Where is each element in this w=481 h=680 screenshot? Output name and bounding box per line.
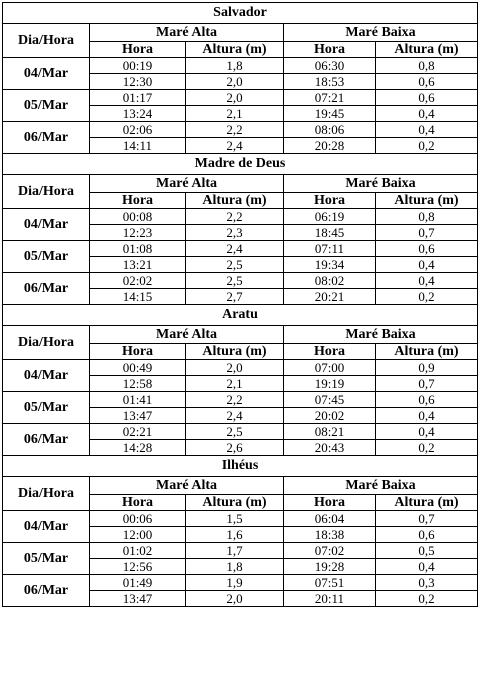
low-tide-time: 20:43: [284, 440, 376, 456]
low-tide-time: 07:02: [284, 543, 376, 559]
low-tide-height: 0,6: [376, 527, 478, 543]
low-tide-time: 07:00: [284, 360, 376, 376]
altura-header: Altura (m): [186, 495, 284, 511]
low-tide-height: 0,5: [376, 543, 478, 559]
low-tide-height: 0,4: [376, 257, 478, 273]
low-tide-time: 06:30: [284, 58, 376, 74]
day-label: 06/Mar: [3, 273, 90, 305]
mare-baixa-header: Maré Baixa: [284, 326, 478, 344]
high-tide-time: 13:24: [90, 106, 186, 122]
high-tide-time: 01:49: [90, 575, 186, 591]
low-tide-time: 08:06: [284, 122, 376, 138]
high-tide-time: 00:08: [90, 209, 186, 225]
low-tide-time: 19:28: [284, 559, 376, 575]
table-row: [3, 360, 478, 376]
high-tide-height: 2,4: [186, 241, 284, 257]
low-tide-height: 0,2: [376, 289, 478, 305]
high-tide-time: 13:47: [90, 591, 186, 607]
day-label: 05/Mar: [3, 392, 90, 424]
high-tide-height: 2,3: [186, 225, 284, 241]
low-tide-time: 19:45: [284, 106, 376, 122]
column-group-header-row: [3, 326, 478, 344]
location-title: Ilhéus: [3, 456, 478, 477]
altura-header: Altura (m): [376, 42, 478, 58]
high-tide-height: 2,2: [186, 392, 284, 408]
high-tide-time: 12:56: [90, 559, 186, 575]
low-tide-height: 0,6: [376, 90, 478, 106]
dia-hora-header: Dia/Hora: [3, 175, 90, 209]
high-tide-height: 2,4: [186, 138, 284, 154]
high-tide-height: 2,2: [186, 209, 284, 225]
hora-header: Hora: [90, 193, 186, 209]
high-tide-time: 13:21: [90, 257, 186, 273]
low-tide-height: 0,3: [376, 575, 478, 591]
low-tide-height: 0,6: [376, 241, 478, 257]
table-row: [3, 122, 478, 138]
low-tide-time: 06:04: [284, 511, 376, 527]
low-tide-height: 0,6: [376, 74, 478, 90]
high-tide-time: 12:00: [90, 527, 186, 543]
location-title-row: [3, 154, 478, 175]
dia-hora-header: Dia/Hora: [3, 24, 90, 58]
day-label: 06/Mar: [3, 122, 90, 154]
altura-header: Altura (m): [376, 344, 478, 360]
column-group-header-row: [3, 477, 478, 495]
low-tide-time: 18:45: [284, 225, 376, 241]
high-tide-height: 1,8: [186, 58, 284, 74]
high-tide-height: 2,5: [186, 273, 284, 289]
day-label: 06/Mar: [3, 424, 90, 456]
altura-header: Altura (m): [186, 344, 284, 360]
low-tide-time: 07:11: [284, 241, 376, 257]
high-tide-height: 2,0: [186, 360, 284, 376]
column-group-header-row: [3, 175, 478, 193]
hora-header: Hora: [284, 344, 376, 360]
dia-hora-header: Dia/Hora: [3, 326, 90, 360]
low-tide-height: 0,7: [376, 511, 478, 527]
low-tide-time: 19:19: [284, 376, 376, 392]
location-title-row: [3, 305, 478, 326]
hora-header: Hora: [284, 495, 376, 511]
high-tide-time: 02:21: [90, 424, 186, 440]
location-title: Aratu: [3, 305, 478, 326]
mare-alta-header: Maré Alta: [90, 326, 284, 344]
day-label: 05/Mar: [3, 543, 90, 575]
table-row: [3, 543, 478, 559]
high-tide-height: 2,5: [186, 257, 284, 273]
high-tide-height: 2,0: [186, 74, 284, 90]
day-label: 04/Mar: [3, 360, 90, 392]
low-tide-time: 20:21: [284, 289, 376, 305]
table-row: [3, 424, 478, 440]
high-tide-time: 12:58: [90, 376, 186, 392]
hora-header: Hora: [284, 193, 376, 209]
table-row: [3, 58, 478, 74]
altura-header: Altura (m): [376, 495, 478, 511]
high-tide-height: 2,5: [186, 424, 284, 440]
low-tide-time: 20:02: [284, 408, 376, 424]
high-tide-time: 01:02: [90, 543, 186, 559]
altura-header: Altura (m): [186, 42, 284, 58]
high-tide-time: 13:47: [90, 408, 186, 424]
day-label: 04/Mar: [3, 511, 90, 543]
high-tide-time: 14:15: [90, 289, 186, 305]
high-tide-time: 00:49: [90, 360, 186, 376]
low-tide-height: 0,2: [376, 591, 478, 607]
hora-header: Hora: [284, 42, 376, 58]
mare-baixa-header: Maré Baixa: [284, 477, 478, 495]
high-tide-time: 14:28: [90, 440, 186, 456]
location-title-row: [3, 456, 478, 477]
tide-table-body: [3, 3, 478, 607]
high-tide-time: 01:08: [90, 241, 186, 257]
low-tide-time: 06:19: [284, 209, 376, 225]
high-tide-time: 02:06: [90, 122, 186, 138]
altura-header: Altura (m): [376, 193, 478, 209]
table-row: [3, 511, 478, 527]
low-tide-time: 07:21: [284, 90, 376, 106]
table-row: [3, 209, 478, 225]
high-tide-height: 2,1: [186, 376, 284, 392]
day-label: 05/Mar: [3, 90, 90, 122]
high-tide-height: 2,2: [186, 122, 284, 138]
high-tide-height: 2,0: [186, 591, 284, 607]
low-tide-height: 0,4: [376, 424, 478, 440]
low-tide-time: 18:38: [284, 527, 376, 543]
mare-alta-header: Maré Alta: [90, 175, 284, 193]
high-tide-time: 02:02: [90, 273, 186, 289]
location-title: Madre de Deus: [3, 154, 478, 175]
low-tide-time: 07:45: [284, 392, 376, 408]
day-label: 04/Mar: [3, 58, 90, 90]
high-tide-time: 01:17: [90, 90, 186, 106]
low-tide-time: 18:53: [284, 74, 376, 90]
mare-alta-header: Maré Alta: [90, 477, 284, 495]
hora-header: Hora: [90, 495, 186, 511]
day-label: 04/Mar: [3, 209, 90, 241]
location-title: Salvador: [3, 3, 478, 24]
low-tide-height: 0,7: [376, 376, 478, 392]
high-tide-height: 2,7: [186, 289, 284, 305]
low-tide-height: 0,6: [376, 392, 478, 408]
high-tide-height: 2,0: [186, 90, 284, 106]
table-row: [3, 392, 478, 408]
low-tide-height: 0,2: [376, 440, 478, 456]
high-tide-height: 1,9: [186, 575, 284, 591]
column-group-header-row: [3, 24, 478, 42]
low-tide-height: 0,4: [376, 408, 478, 424]
mare-alta-header: Maré Alta: [90, 24, 284, 42]
low-tide-time: 08:21: [284, 424, 376, 440]
low-tide-height: 0,4: [376, 273, 478, 289]
altura-header: Altura (m): [186, 193, 284, 209]
day-label: 06/Mar: [3, 575, 90, 607]
hora-header: Hora: [90, 344, 186, 360]
low-tide-height: 0,4: [376, 106, 478, 122]
high-tide-height: 2,4: [186, 408, 284, 424]
low-tide-time: 19:34: [284, 257, 376, 273]
low-tide-time: 07:51: [284, 575, 376, 591]
high-tide-time: 00:06: [90, 511, 186, 527]
mare-baixa-header: Maré Baixa: [284, 24, 478, 42]
table-row: [3, 90, 478, 106]
low-tide-time: 20:28: [284, 138, 376, 154]
low-tide-height: 0,4: [376, 122, 478, 138]
hora-header: Hora: [90, 42, 186, 58]
mare-baixa-header: Maré Baixa: [284, 175, 478, 193]
low-tide-time: 08:02: [284, 273, 376, 289]
table-row: [3, 273, 478, 289]
high-tide-time: 14:11: [90, 138, 186, 154]
high-tide-height: 1,8: [186, 559, 284, 575]
table-row: [3, 241, 478, 257]
high-tide-time: 12:30: [90, 74, 186, 90]
low-tide-height: 0,7: [376, 225, 478, 241]
day-label: 05/Mar: [3, 241, 90, 273]
high-tide-height: 1,7: [186, 543, 284, 559]
low-tide-height: 0,8: [376, 58, 478, 74]
low-tide-height: 0,9: [376, 360, 478, 376]
high-tide-time: 00:19: [90, 58, 186, 74]
table-row: [3, 575, 478, 591]
low-tide-height: 0,8: [376, 209, 478, 225]
tide-table: [2, 2, 478, 607]
high-tide-time: 01:41: [90, 392, 186, 408]
high-tide-height: 2,1: [186, 106, 284, 122]
dia-hora-header: Dia/Hora: [3, 477, 90, 511]
high-tide-time: 12:23: [90, 225, 186, 241]
high-tide-height: 1,5: [186, 511, 284, 527]
low-tide-time: 20:11: [284, 591, 376, 607]
high-tide-height: 1,6: [186, 527, 284, 543]
high-tide-height: 2,6: [186, 440, 284, 456]
location-title-row: [3, 3, 478, 24]
low-tide-height: 0,2: [376, 138, 478, 154]
low-tide-height: 0,4: [376, 559, 478, 575]
